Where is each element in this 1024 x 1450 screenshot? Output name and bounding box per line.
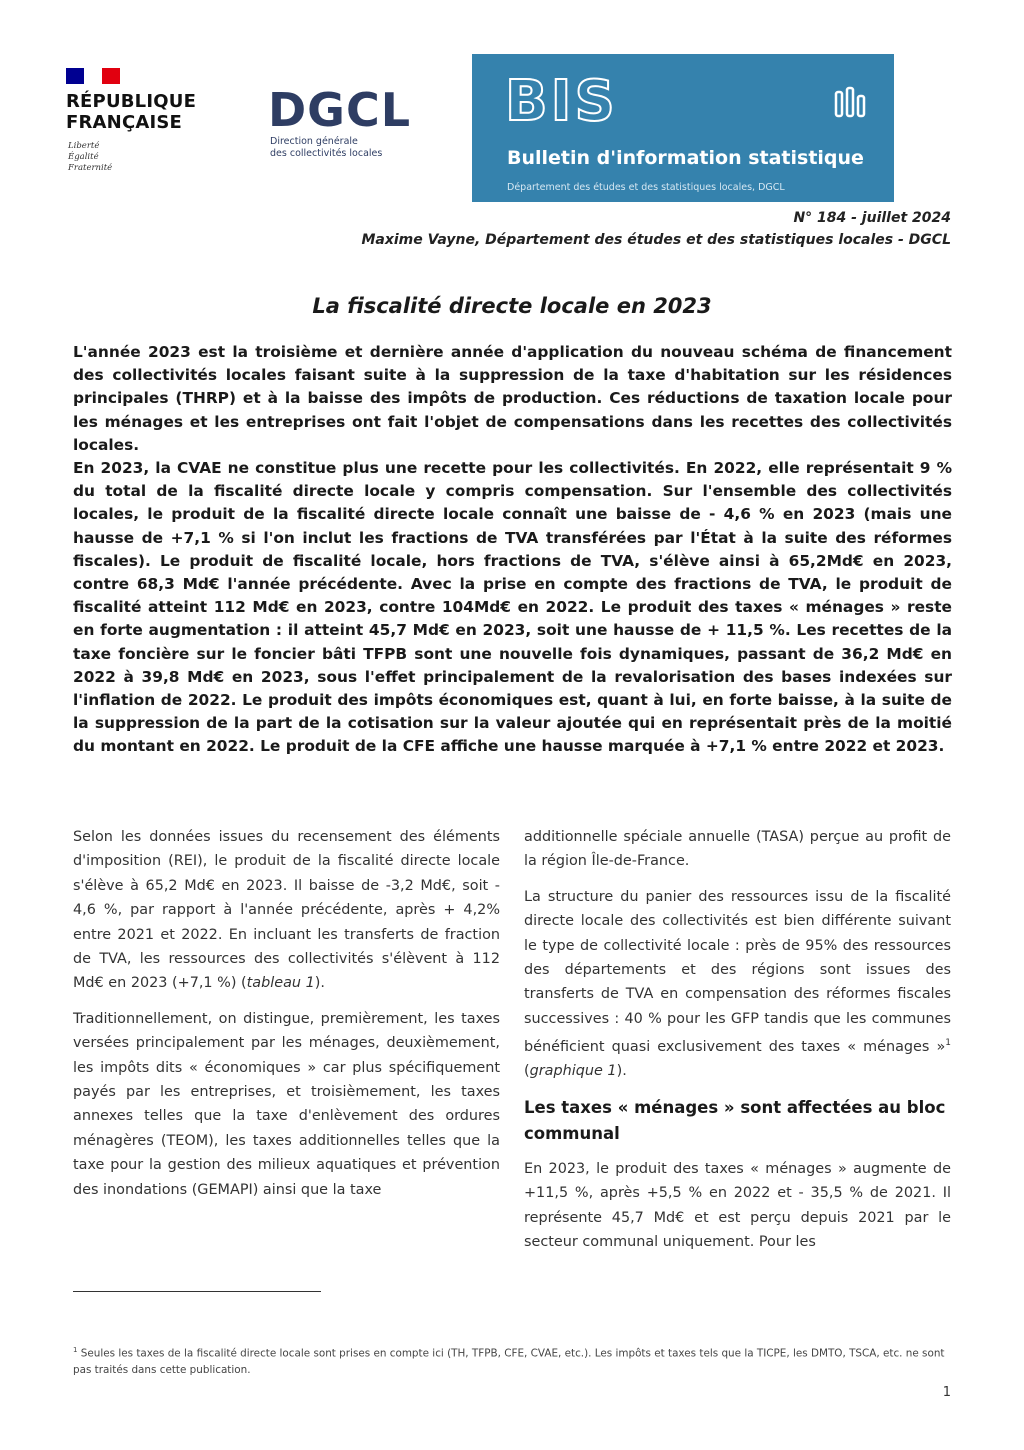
bis-subtitle: Bulletin d'information statistique (507, 147, 864, 169)
body-paragraph (524, 885, 951, 1084)
footnote-marker: 1 (945, 1038, 951, 1049)
body-paragraph: Traditionnellement, on distingue, premièrement, les taxes versées principalement par les ménages, deuxièmement, les impôts dits « économiques » car plus spécifiquement payés par les entreprises, et troisièmement, les taxes annexes telles que la taxe d'enlèvement des ordures ménagères (TEOM), les taxes additionnelles telles que la taxe pour la gestion des milieux aquatiques et prévention des inondations (GEMAPI) ainsi que la taxe (73, 1010, 500, 1198)
republic-motto (68, 141, 112, 174)
issue-info (361, 207, 951, 251)
page-number: 1 (942, 1385, 951, 1400)
document-title: La fiscalité directe locale en 2023 (312, 294, 712, 318)
dgcl-subtitle-line2: des collectivités locales (270, 148, 383, 159)
abstract (73, 341, 952, 759)
republic-name-line2: FRANÇAISE (66, 112, 183, 133)
dgcl-logo: DGCL (268, 83, 412, 137)
paragraph-text: ( (524, 1063, 530, 1080)
paragraph-text: ). (616, 1063, 627, 1080)
republic-name-line1: RÉPUBLIQUE (66, 91, 197, 112)
right-column (524, 825, 951, 1265)
footnote-marker: 1 (73, 1346, 78, 1354)
bis-logo: BIS (505, 69, 618, 134)
footnote-separator (73, 1291, 321, 1292)
dgcl-subtitle (270, 136, 382, 160)
dgcl-subtitle-line1: Direction générale (270, 136, 358, 147)
motto-line: Liberté (68, 141, 100, 151)
motto-line: Égalité (68, 152, 99, 162)
motto-line: Fraternité (68, 163, 113, 173)
abstract-paragraph: L'année 2023 est la troisième et dernière année d'application du nouveau schéma de financement des collectivités locales faisant suite à la suppression de la taxe d'habitation sur les résidences principales (THRP) et à la baisse des impôts de production. Ces réductions de taxation locale pour les ménages et les entreprises ont fait l'objet de compensations dans les recettes des collectivités locales. (73, 343, 952, 454)
republique-francaise-logo (66, 91, 196, 133)
body-paragraph: additionnelle spéciale annuelle (TASA) perçue au profit de la région Île-de-France. (524, 829, 951, 870)
bis-department: Département des études et des statistiques locales, DGCL (507, 182, 785, 193)
section-heading: Les taxes « ménages » sont affectées au bloc communal (524, 1097, 946, 1143)
republique-francaise-flag (66, 68, 120, 84)
footnote-text: Seules les taxes de la fiscalité directe locale sont prises en compte ici (TH, TFPB, CFE, CVAE, etc.). Les impôts et taxes tels que la TICPE, les DMTO, TSCA, etc. ne sont pas traités dans cette publication. (73, 1347, 945, 1377)
paragraph-text: La structure du panier des ressources issu de la fiscalité directe locale des collectivités est bien différente suivant le type de collectivité locale : près de 95% des ressources des départements et des régions sont issues des transferts de TVA en compensation des réformes fiscales successives : 40 % pour les GFP tandis que les communes bénéficient quasi exclusivement des taxes « ménages » (524, 888, 951, 1056)
author-line: Maxime Vayne, Département des études et des statistiques locales - DGCL (361, 232, 951, 248)
building-icon (832, 86, 868, 120)
footnote (73, 1342, 952, 1379)
body-paragraph: En 2023, le produit des taxes « ménages » augmente de +11,5 %, après +5,5 % en 2022 et - 35,5 % de 2021. Il représente 45,7 Md€ et est perçu depuis 2021 par le secteur communal uniquement. Pour les (524, 1160, 951, 1251)
table-reference-link: tableau 1 (246, 975, 315, 992)
abstract-paragraph: En 2023, la CVAE ne constitue plus une recette pour les collectivités. En 2022, elle représentait 9 % du total de la fiscalité directe locale y compris compensation. Sur l'ensemble des collectivités locales, le produit de la fiscalité directe locale connaît une baisse de - 4,6 % en 2023 (mais une hausse de +7,1 % si l'on inclut les fractions de TVA transférées par l'État à la suite des réformes fiscales). Le produit de fiscalité locale, hors fractions de TVA, s'élève ainsi à 65,2Md€ en 2023, contre 68,3 Md€ l'année précédente. Avec la prise en compte des fractions de TVA, le produit de fiscalité atteint 112 Md€ en 2023, contre 104Md€ en 2022. Le produit des taxes « ménages » reste en forte augmentation : il atteint 45,7 Md€ en 2023, soit une hausse de + 11,5 %. Les recettes de la taxe foncière sur le foncier bâti TFPB sont une nouvelle fois dynamiques, passant de 36,2 Md€ en 2022 à 39,8 Md€ en 2023, sous l'effet principalement de la revalorisation des bases indexées sur l'inflation de 2022. Le produit des impôts économiques est, quant à lui, en forte baisse, à la suite de la suppression de la part de la cotisation sur la valeur ajoutée qui en représentait près de la moitié du montant en 2022. Le produit de la CFE affiche une hausse marquée à +7,1 % entre 2022 et 2023. (73, 459, 952, 756)
paragraph-text: ). (314, 975, 325, 992)
graph-reference-link: graphique 1 (529, 1063, 617, 1080)
left-column (73, 825, 500, 1213)
issue-line: N° 184 - juillet 2024 (793, 210, 951, 226)
body-paragraph (73, 825, 500, 996)
paragraph-text: Selon les données issues du recensement des éléments d'imposition (REI), le produit de la fiscalité directe locale s'élève à 65,2 Md€ en 2023. Il baisse de -3,2 Md€, soit - 4,6 %, par rapport à l'année précédente, après + 4,2% entre 2021 et 2022. En incluant les transferts de fraction de TVA, les ressources des collectivités s'élèvent à 112 Md€ en 2023 (+7,1 %) ( (73, 829, 500, 992)
